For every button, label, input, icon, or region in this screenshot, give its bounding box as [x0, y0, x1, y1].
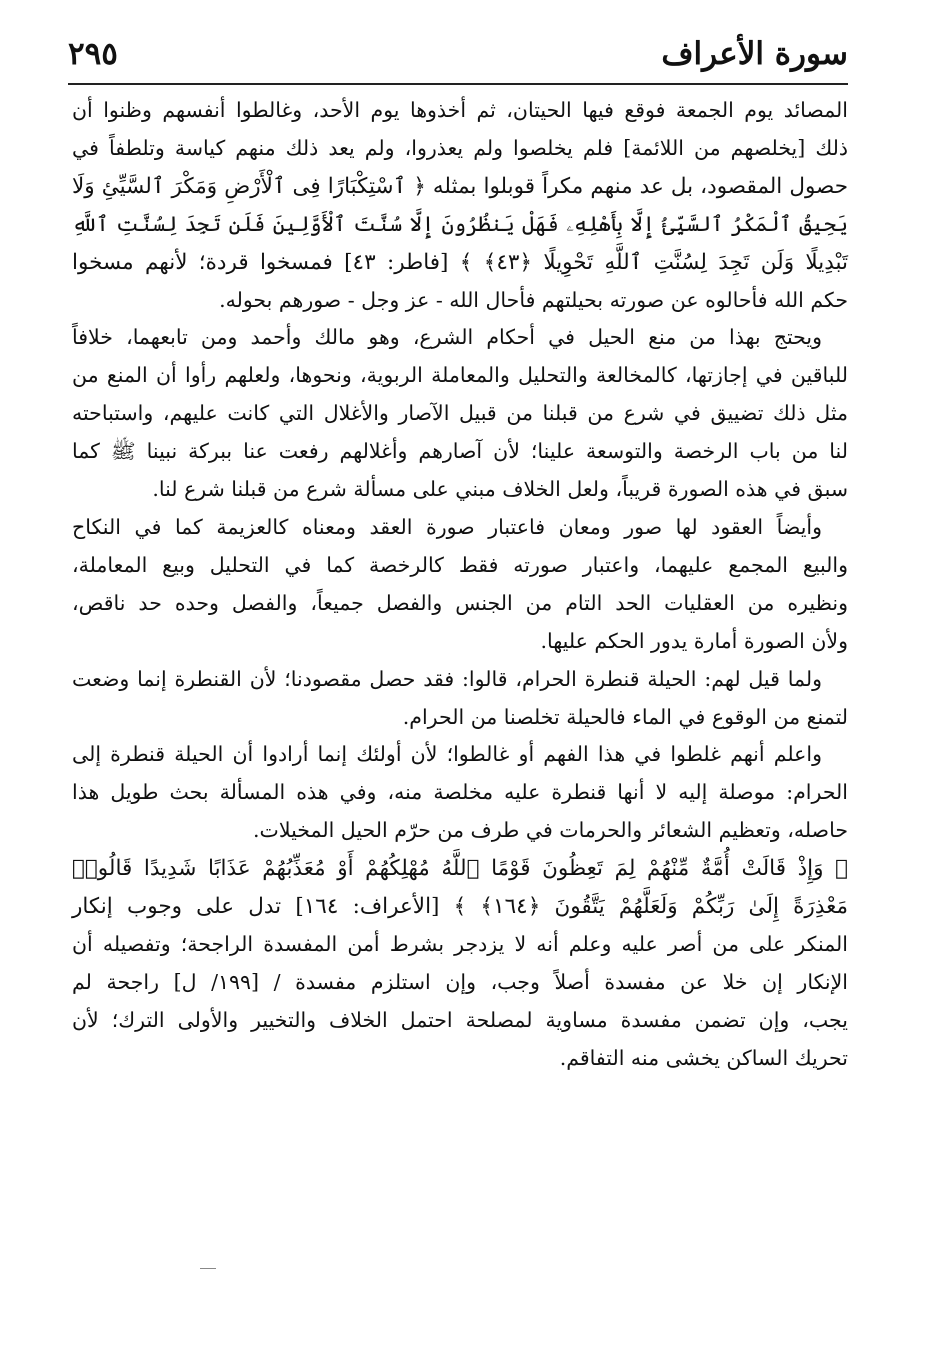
text-line: والبيع المجمع عليهما، واعتبار صورته فقط كالرخصة كما في التحليل وبيع المعاملة، [72, 552, 848, 577]
text-line: ولأن الصورة أمارة يدور الحكم عليها. [540, 628, 848, 653]
page-number: ٢٩٥ [68, 36, 118, 72]
text-line: ذلك [يخلصهم من اللائمة] فلم يخلصوا ولم يعذروا، ولم يعد ذلك منهم كياسة وتلطفاً في [72, 135, 848, 160]
text-line: الإنكار إن خلا عن مفسدة أصلاً وجب، وإن استلزم مفسدة / [١٩٩/ ل] راجحة لم [72, 969, 848, 994]
text-line: سبق في هذه الصورة قريباً، ولعل الخلاف مبني على مسألة شرع من قبلنا شرع لنا. [152, 477, 848, 502]
body-text [72, 92, 848, 1078]
text-line: المنكر على من أصر عليه وعلم أنه لا يزدجر بشرط أمن المفسدة الراجحة؛ وتفصيله أن [72, 931, 848, 956]
text-line-quran: حصول المقصود، بل عد منهم مكراً قوبلوا بمثله ﴿ ٱسْتِكْبَارًا فِى ٱلْأَرْضِ وَمَكْرَ ٱلسَّيِّئِ وَلَا [72, 173, 848, 199]
text-line: ولما قيل لهم: الحيلة قنطرة الحرام، قالوا: فقد حصل مقصودنا؛ لأن القنطرة إنما وضعت [72, 666, 822, 691]
page-header [68, 30, 848, 78]
text-line: لنا من باب الرخصة والتوسعة علينا؛ لأن آصارهم وأغلالهم رفعت عنا ببركة نبينا ﷺ كما [72, 439, 848, 464]
running-head-surah-title: سورة الأعراف [661, 36, 848, 72]
text-line: لتمنع من الوقوع في الماء فالحيلة تخلصنا من الحرام. [402, 704, 848, 729]
text-line: للباقين في إجازتها، كالمخالعة والتحليل والمعاملة الربوية، ونحوها، ولعلهم رأوا أن المنع من [72, 363, 848, 388]
text-line: المصائد يوم الجمعة فوقع فيها الحيتان، ثم أخذوها يوم الأحد، وغالطوا أنفسهم وظنوا أن [72, 98, 848, 122]
text-line: وأيضاً العقود لها صور ومعان فاعتبار صورة العقد ومعناه كالعزيمة كما في النكاح [72, 514, 822, 539]
header-rule [68, 83, 848, 85]
text-line: ونظيره من العقليات الحد التام من الجنس والفصل جميعاً، والفصل وحده حد ناقص، [72, 590, 848, 615]
bottom-mark [200, 1268, 216, 1269]
text-line: واعلم أنهم غلطوا في هذا الفهم أو غالطوا؛ لأن أولئك إنما أرادوا أن الحيلة قنطرة إلى [72, 742, 822, 767]
text-line: يجب، وإن تضمن مفسدة مساوية لمصلحة احتمل الخلاف والتخيير والأولى الترك؛ لأن [72, 1007, 848, 1032]
text-line: ويحتج بهذا من منع الحيل في أحكام الشرع، وهو مالك وأحمد ومن تابعهما، خلافاً [72, 325, 822, 350]
text-line: الحرام: موصلة إليه لا أنها قنطرة عليه مخلصة منه، وفي هذه المسألة بحث طويل هذا [72, 780, 848, 805]
text-line: حكم الله فأحالوه عن صورته بحيلتهم فأحال الله - عز وجل - صورهم بحوله. [219, 287, 848, 312]
text-line: حاصله، وتعظيم الشعائر والحرمات في طرف من حرّم الحيل المخيلات. [253, 818, 848, 843]
text-line: مثل ذلك تضييق في شرع من قبلنا من قبيل الآصار والأغلال التي كانت عليهم، واستباحته [72, 401, 848, 426]
text-line-quran: مَعْذِرَةً إِلَىٰ رَبِّكُمْ وَلَعَلَّهُمْ يَتَّقُونَ ﴿١٦٤﴾ ﴾ [الأعراف: ١٦٤] تدل على وجوب إنكار [72, 894, 848, 920]
text-line: تحريك الساكن يخشى منه التفاقم. [559, 1045, 848, 1070]
text-line-quran: يَحِيقُ ٱلْمَكْرُ ٱلسَّيِّئُ إِلَّا بِأَهْلِهِۦ فَهَلْ يَنظُرُونَ إِلَّا سُنَّتَ ٱلْأَوَّلِينَ فَلَن تَجِدَ لِسُنَّتِ ٱللَّهِ [72, 211, 848, 236]
text-line-quran: تَبْدِيلًا وَلَن تَجِدَ لِسُنَّتِ ٱللَّهِ تَحْوِيلًا ﴿٤٣﴾ ﴾ [فاطر: ٤٣] فمسخوا قردة؛ لأنهم مسخوا [72, 249, 848, 275]
text-line-quran: ﴿ وَإِذْ قَالَتْ أُمَّةٌ مِّنْهُمْ لِمَ تَعِظُونَ قَوْمًا ٱللَّهُ مُهْلِكُهُمْ أَوْ مُعَذِّبُهُمْ عَذَابًا شَدِيدًا قَالُوا۟ [72, 856, 848, 882]
